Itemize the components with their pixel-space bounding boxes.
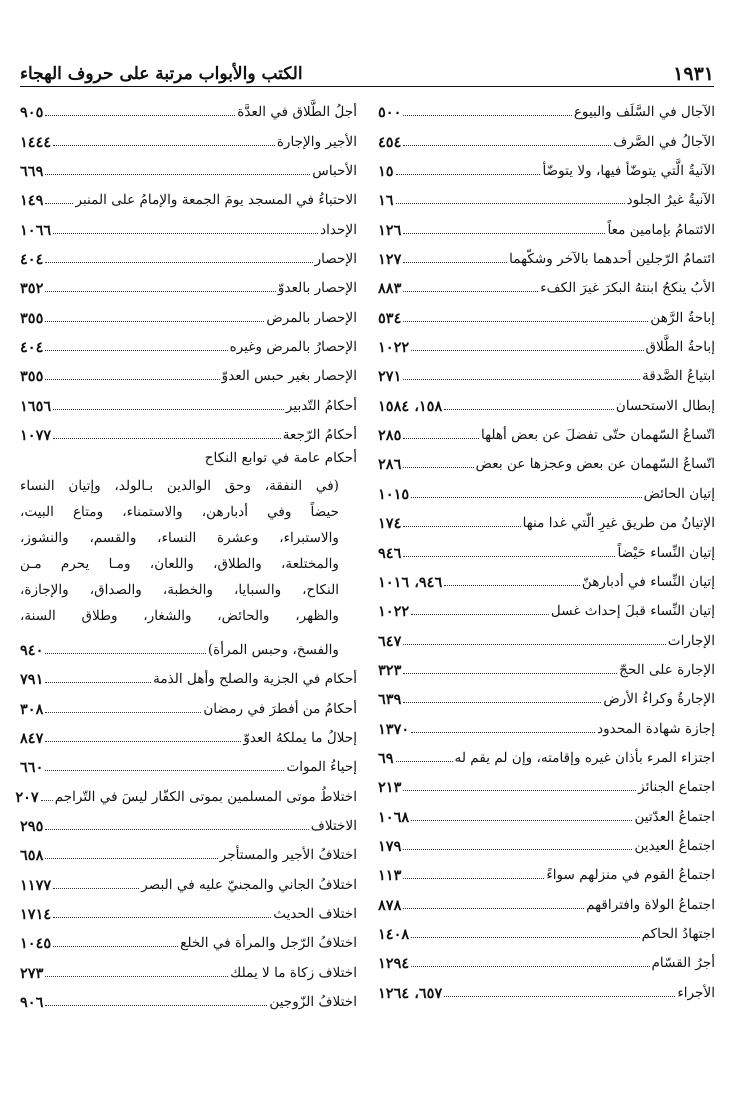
index-entry <box>378 620 715 649</box>
page-ref: ١٠٧٧ <box>20 427 52 445</box>
dot-leader <box>403 438 479 439</box>
dot-leader <box>403 321 648 322</box>
entry-title: ابتياعُ الصَّدقة <box>642 368 715 385</box>
page-ref: ١٤٤٤ <box>20 133 52 151</box>
page-ref: ١٠٦٦ <box>20 221 52 239</box>
index-entry <box>378 92 715 121</box>
page-ref: ٣٥٥ <box>20 309 44 327</box>
page-ref: ٢٨٥ <box>378 427 402 445</box>
page-ref: ٩٤٠ <box>20 641 44 659</box>
page-ref: ٨٨٣ <box>378 280 402 298</box>
index-entry <box>20 806 357 835</box>
dot-leader <box>403 526 520 527</box>
page-ref: ١٧٤ <box>378 515 402 533</box>
index-entry <box>378 121 715 150</box>
entry-title: الاختلاف <box>310 817 357 834</box>
index-entry <box>378 532 715 561</box>
index-entry <box>378 972 715 1001</box>
page-number: ١٩٣١ <box>673 63 714 85</box>
page-ref: ٩٤٦، ١٠١٦ <box>378 573 443 591</box>
left-column-top-entries <box>20 92 357 444</box>
index-entry <box>378 767 715 796</box>
entry-title: أحكام في الجزية والصلح وأهل الذمة <box>153 671 357 688</box>
dot-leader <box>403 115 571 116</box>
entry-title: اختلافُ الزّوجين <box>269 993 357 1010</box>
header-rule <box>20 86 714 87</box>
dot-leader <box>45 115 235 116</box>
page-ref: ٦٣٩ <box>378 691 402 709</box>
page-ref: ٢٩٥ <box>20 817 44 835</box>
page-ref: ٦٥٧، ١٢٦٤ <box>378 984 443 1002</box>
page-ref: ١٢٧ <box>378 251 402 269</box>
dot-leader <box>53 917 271 918</box>
page-ref: ٩٠٦ <box>20 993 44 1011</box>
entry-title: الإحصار بغير حبس العدوّ <box>221 368 357 385</box>
dot-leader <box>403 878 544 879</box>
nikah-description <box>20 473 357 629</box>
index-entry <box>20 864 357 893</box>
entry-title: اختلاطُ موتى المسلمين بموتى الكفّار ليسَ في التّراجم <box>54 788 357 805</box>
page-ref: ١٤٩ <box>20 192 44 210</box>
dot-leader <box>45 976 228 977</box>
page-ref: ٥٣٤ <box>378 309 402 327</box>
entry-title: الإحصارُ بالمرض وغيره <box>229 339 357 356</box>
entry-title: اختلافُ الجاني والمجنيّ عليه في البصر <box>141 876 357 893</box>
dot-leader <box>45 321 264 322</box>
index-entry <box>378 708 715 737</box>
entry-title: الآنيةُ الَّتي يتوضّأ فيها، ولا يتوضّأ <box>542 163 715 180</box>
dot-leader <box>403 908 584 909</box>
dot-leader <box>444 996 675 997</box>
dot-leader <box>45 770 284 771</box>
index-entry <box>20 180 357 209</box>
entry-title: إباحةُ الطَّلاق <box>645 339 715 356</box>
page-ref: ٢١٣ <box>378 779 402 797</box>
dot-leader <box>45 262 312 263</box>
dot-leader <box>53 145 275 146</box>
page-ref: ٢٧١ <box>378 368 402 386</box>
index-entry-heading <box>20 444 357 473</box>
dot-leader <box>53 888 139 889</box>
page-ref: ١٠٢٢ <box>378 603 410 621</box>
index-entry <box>378 327 715 356</box>
index-entry <box>20 718 357 747</box>
index-entry <box>20 209 357 238</box>
index-entry <box>378 151 715 180</box>
index-entry <box>20 835 357 864</box>
page-ref: ٩٠٥ <box>20 104 44 122</box>
dot-leader <box>403 556 615 557</box>
dot-leader <box>45 653 205 654</box>
page-ref: ١٣٧٠ <box>378 720 410 738</box>
index-entry <box>20 923 357 952</box>
dot-leader <box>45 203 73 204</box>
page-ref: ١٠٤٥ <box>20 935 52 953</box>
index-entry <box>20 688 357 717</box>
entry-title: الإجارةُ وكراءُ الأرض <box>603 691 715 708</box>
index-entry <box>20 415 357 444</box>
entry-title: الأبُ ينكحُ ابنتهُ البكرَ غيرَ الكفء <box>540 280 715 297</box>
entry-title: إتيان النِّساء في أدبارهنّ <box>581 573 715 590</box>
page-ref: ١٠١٥ <box>378 485 410 503</box>
index-entry <box>20 952 357 981</box>
entry-title: اجتماعُ العيدين <box>634 837 715 854</box>
page-ref: ١٥٨، ١٥٨٤ <box>378 397 443 415</box>
page-ref: ٦٦٠ <box>20 759 44 777</box>
entry-title: اختلاف زكاة ما لا يملك <box>230 964 357 981</box>
dot-leader <box>396 203 625 204</box>
index-entry <box>20 385 357 414</box>
entry-title: اختلافُ الرّجل والمرأة في الخلع <box>180 935 357 952</box>
page-ref: ١٧٩ <box>378 837 402 855</box>
index-entry <box>378 415 715 444</box>
page-ref: ٧٩١ <box>20 671 44 689</box>
entry-title: أحكامُ التّدبير <box>285 397 357 414</box>
entry-title: الإجارات <box>667 632 715 649</box>
page-ref: ١١٧٧ <box>20 876 52 894</box>
page-ref: ١٥ <box>378 163 394 181</box>
entry-title: الأجراء <box>677 984 715 1001</box>
index-entry <box>378 943 715 972</box>
index-entry <box>20 659 357 688</box>
entry-title: الإجارة على الحجّ <box>619 661 715 678</box>
nikah-heading: أحكام عامة في توابع النكاح <box>204 450 357 467</box>
description-line: (في النفقة، وحق الوالدين بـالولد، وإتيان النساء <box>20 478 339 495</box>
dot-leader <box>403 262 507 263</box>
entry-title: إحلالُ ما يملكهُ العدوّ <box>243 729 357 746</box>
dot-leader <box>411 966 649 967</box>
entry-title: أجرُ القسّام <box>651 955 715 972</box>
page-ref: ٦٤٧ <box>378 632 402 650</box>
page-ref: ١٦ <box>378 192 394 210</box>
entry-title: اجتماعُ القوم في منزلهم سواءً <box>546 867 715 884</box>
entry-title: اختلافُ الأجير والمستأجر <box>219 847 357 864</box>
page-ref: ٩٤٦ <box>378 544 402 562</box>
page-ref: ١٠٦٨ <box>378 808 410 826</box>
dot-leader <box>45 1005 267 1006</box>
dot-leader <box>45 291 276 292</box>
entry-title: إحياءُ الموات <box>286 759 357 776</box>
index-entry <box>378 385 715 414</box>
entry-title: أجلُ الطَّلاق في العدَّة <box>237 104 357 121</box>
entry-title: اتّساعُ السّهمان حتّى تفضلَ عن بعض أهلها <box>480 427 715 444</box>
entry-title: اختلاف الحديث <box>273 905 357 922</box>
page-ref: ٣٥٥ <box>20 368 44 386</box>
dot-leader <box>411 614 549 615</box>
entry-title: الآجالُ في الصَّرف <box>613 133 715 150</box>
entry-title: الإحصار <box>314 251 357 268</box>
dot-leader <box>411 937 639 938</box>
index-entry <box>20 239 357 268</box>
entry-title: إتيان النِّساء قبلَ إحداث غسل <box>550 603 715 620</box>
left-column-bottom-entries <box>15 659 357 1011</box>
dot-leader <box>45 379 219 380</box>
running-title: الكتب والأبواب مرتبة على حروف الهجاء <box>20 64 303 84</box>
page-header <box>20 62 714 84</box>
page-ref: ٤٥٤ <box>378 133 402 151</box>
index-entry <box>20 297 357 326</box>
entry-title: الأجير والإجارة <box>276 133 357 150</box>
page-ref: ٦٥٨ <box>20 847 44 865</box>
index-entry <box>378 914 715 943</box>
entry-title: إباحةُ الرَّهن <box>650 309 715 326</box>
page-ref: ١٠٢٢ <box>378 339 410 357</box>
entry-title: اجتهادُ الحاكم <box>641 925 715 942</box>
entry-title: اجتماعُ العدّتين <box>634 808 715 825</box>
nikah-last-line: والفسخ، وحبس المرأة) <box>207 641 339 658</box>
index-entry <box>378 473 715 502</box>
entry-title: إتيان الحائض <box>643 485 715 502</box>
page-ref: ١٧١٤ <box>20 905 52 923</box>
page-ref: ٥٠٠ <box>378 104 402 122</box>
entry-title: اجتزاء المرء بأذان غيره وإقامته، وإن لم يقم له <box>454 749 715 766</box>
dot-leader <box>403 849 632 850</box>
entry-title: الائتمامُ بإمامين معاً <box>607 221 715 238</box>
description-line: حيضاً وفي أدبارهن، والاستمناء، ومتاع البيت، <box>20 504 339 521</box>
index-entry <box>378 679 715 708</box>
dot-leader <box>403 145 611 146</box>
dot-leader <box>53 233 318 234</box>
dot-leader <box>403 291 538 292</box>
index-entry <box>378 562 715 591</box>
page-ref: ٢٨٦ <box>378 456 402 474</box>
page-ref: ٨٤٧ <box>20 729 44 747</box>
dot-leader <box>53 438 281 439</box>
dot-leader <box>45 829 308 830</box>
dot-leader <box>403 790 636 791</box>
dot-leader <box>45 682 151 683</box>
page-ref: ١٢٦ <box>378 221 402 239</box>
index-entry <box>378 444 715 473</box>
dot-leader <box>53 409 284 410</box>
entry-title: اجتماع الجنائز <box>638 779 715 796</box>
index-entry <box>378 650 715 679</box>
dot-leader <box>396 174 541 175</box>
description-line: والظهر، والحائض، والشغار، وطلاق السنة، <box>20 608 339 625</box>
dot-leader <box>403 644 665 645</box>
index-entry <box>378 503 715 532</box>
entry-title: الإتيانُ من طريق غيرِ الّتي غدا منها <box>522 515 715 532</box>
entry-title: ائتمامُ الرّجلين أحدهما بالآخر وشكّهما <box>509 251 715 268</box>
entry-title: الإحصار بالعدوّ <box>277 280 357 297</box>
entry-title: أحكامُ الرّجعة <box>282 427 357 444</box>
page-ref: ٦٦٩ <box>20 163 44 181</box>
entry-title: الآجال في السَّلَف والبيوع <box>573 104 715 121</box>
page-ref: ٢٠٧ <box>15 788 39 806</box>
index-entry <box>378 268 715 297</box>
dot-leader <box>403 233 605 234</box>
entry-title: أحكامُ من أفطرَ في رمضان <box>203 700 357 717</box>
page-ref: ١١٣ <box>378 867 402 885</box>
index-entry <box>378 738 715 767</box>
index-entry <box>20 629 357 658</box>
index-entry <box>378 180 715 209</box>
dot-leader <box>444 585 580 586</box>
entry-title: الإحصار بالمرض <box>266 309 357 326</box>
dot-leader <box>45 741 241 742</box>
page-ref: ٢٧٣ <box>20 964 44 982</box>
index-entry <box>20 982 357 1011</box>
index-entry <box>20 121 357 150</box>
index-entry <box>378 855 715 884</box>
index-entry <box>20 268 357 297</box>
right-column <box>378 92 715 1002</box>
index-entry <box>20 327 357 356</box>
index-entry <box>378 826 715 855</box>
index-entry <box>378 209 715 238</box>
index-entry <box>20 92 357 121</box>
entry-title: الإحداد <box>320 221 357 238</box>
dot-leader <box>45 350 227 351</box>
page-ref: ٤٠٤ <box>20 339 44 357</box>
page-ref: ٣٠٨ <box>20 700 44 718</box>
index-entry <box>20 894 357 923</box>
dot-leader <box>444 409 614 410</box>
dot-leader <box>396 761 453 762</box>
entry-title: إبطال الاستحسان <box>615 397 715 414</box>
index-entry <box>20 356 357 385</box>
entry-title: الاحتباءُ في المسجد يومَ الجمعة والإمامُ على المنبر <box>75 192 357 209</box>
page-ref: ١٢٩٤ <box>378 955 410 973</box>
entry-title: اجتماعُ الولاة وافتراقهم <box>586 896 715 913</box>
page-ref: ٤٠٤ <box>20 251 44 269</box>
entry-title: إتيان النِّساء حَيْضاً <box>617 544 715 561</box>
index-entry <box>378 297 715 326</box>
index-entry <box>378 884 715 913</box>
entry-title: الأحباس <box>312 163 357 180</box>
dot-leader <box>403 673 617 674</box>
dot-leader <box>411 820 632 821</box>
dot-leader <box>53 946 178 947</box>
index-entry <box>20 747 357 776</box>
description-line: والاستبراء، وعشرة النساء، والقسم، والنشوز، <box>20 530 339 547</box>
dot-leader <box>403 702 601 703</box>
entry-title: اتّساعُ السّهمان عن بعض وعجزها عن بعض <box>475 456 715 473</box>
left-column <box>15 92 357 1011</box>
dot-leader <box>403 379 640 380</box>
dot-leader <box>41 800 53 801</box>
index-entry <box>20 151 357 180</box>
page-ref: ٣٥٢ <box>20 280 44 298</box>
index-entry <box>378 796 715 825</box>
entry-title: إجازة شهادة المحدود <box>597 720 715 737</box>
page-ref: ٣٢٣ <box>378 661 402 679</box>
page-ref: ١٤٠٨ <box>378 925 410 943</box>
index-entry <box>378 591 715 620</box>
index-entry <box>378 356 715 385</box>
dot-leader <box>403 467 473 468</box>
dot-leader <box>411 497 641 498</box>
index-entry <box>15 776 357 806</box>
index-entry <box>378 239 715 268</box>
page-ref: ١٦٥٦ <box>20 397 52 415</box>
page-ref: ٦٩ <box>378 749 394 767</box>
entry-title: الآنيةُ غيرُ الجلود <box>626 192 715 209</box>
page-ref: ٨٧٨ <box>378 896 402 914</box>
dot-leader <box>45 174 310 175</box>
dot-leader <box>45 858 217 859</box>
description-line: والمختلعة، والطلاق، واللعان، ومـا يحرم مـن <box>20 556 339 573</box>
description-line: النكاح، والسبايا، والخطبة، والصداق، والإجازة، <box>20 582 339 599</box>
dot-leader <box>411 350 643 351</box>
dot-leader <box>45 712 201 713</box>
dot-leader <box>411 732 595 733</box>
